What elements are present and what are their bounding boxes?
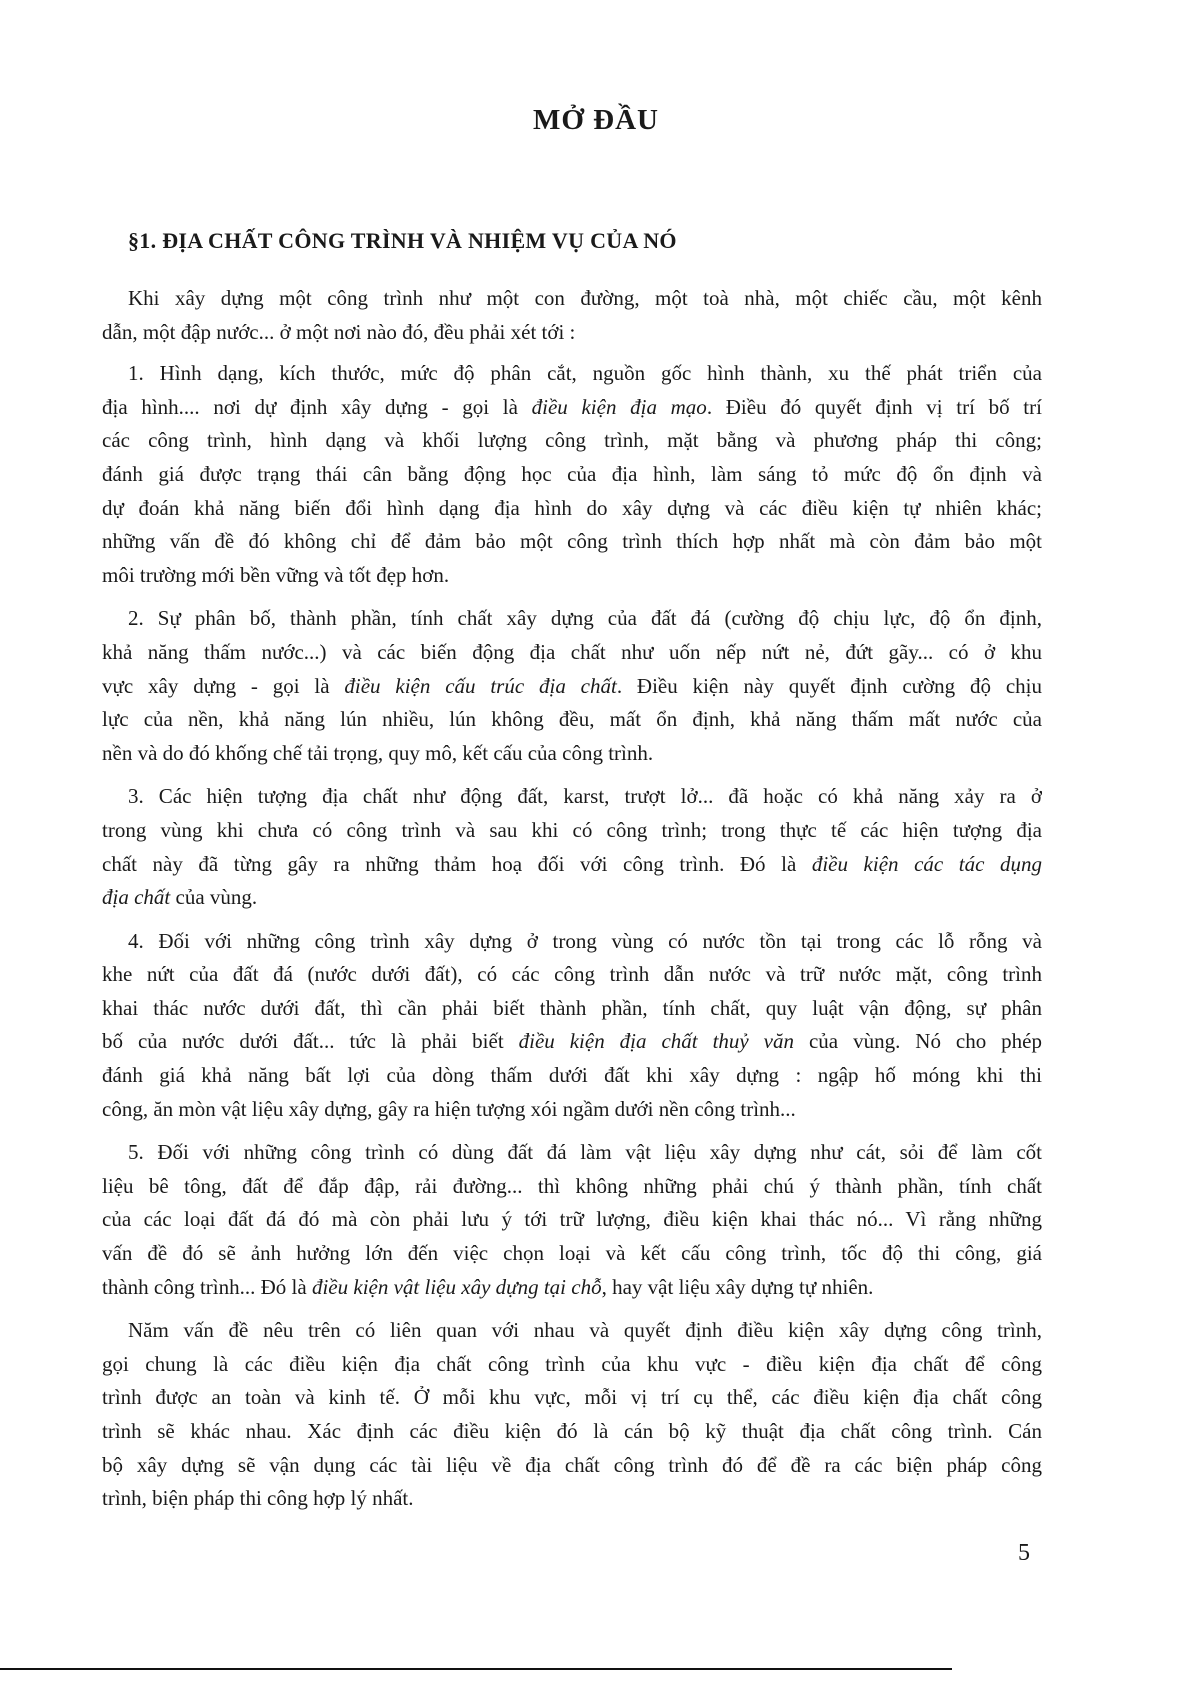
emphasis-term: địa chất (102, 885, 171, 910)
text-line: trình, biện pháp thi công hợp lý nhất. (102, 1486, 414, 1511)
text-line: của các loại đất đá đó mà còn phải lưu ý tới trữ lượng, điều kiện khai thác nó... Vì rằng những (102, 1207, 1042, 1232)
text-line: bố của nước dưới đất... tức là phải biết điều kiện địa chất thuỷ văn của vùng. Nó cho phép (102, 1029, 1042, 1054)
text-line: trình sẽ khác nhau. Xác định các điều kiện đó là cán bộ kỹ thuật địa chất công trình. Cán (102, 1419, 1042, 1443)
text-line: trình được an toàn và kinh tế. Ở mỗi khu vực, mỗi vị trí cụ thể, các điều kiện địa chất công (102, 1385, 1042, 1410)
text-line: khả năng thấm nước...) và các biến động địa chất như uốn nếp nứt nẻ, đứt gãy... có ở khu (102, 639, 1042, 664)
body-text (102, 282, 1042, 1516)
text-line: trong vùng khi chưa có công trình và sau khi có công trình; trong thực tế các hiện tượng địa (102, 817, 1042, 842)
footer-rule (0, 1668, 952, 1670)
text-line: những vấn đề đó không chỉ để đảm bảo một công trình thích hợp nhất mà còn đảm bảo một (102, 529, 1042, 554)
text-line: môi trường mới bền vững và tốt đẹp hơn. (102, 562, 450, 587)
text-line: Khi xây dựng một công trình như một con đường, một toà nhà, một chiếc cầu, một kênh (128, 286, 1042, 310)
section-heading: §1. ĐỊA CHẤT CÔNG TRÌNH VÀ NHIỆM VỤ CỦA NÓ (128, 228, 677, 253)
text-line: gọi chung là các điều kiện địa chất công trình của khu vực - điều kiện địa chất để công (102, 1351, 1042, 1376)
text-line: vấn đề đó sẽ ảnh hưởng lớn đến việc chọn loại và kết cấu công trình, tốc độ thi công, giá (102, 1241, 1042, 1266)
page-title: MỞ ĐẦU (532, 104, 659, 136)
paragraph-4 (102, 925, 1042, 1127)
text-line: đánh giá được trạng thái cân bằng động học của địa hình, làm sáng tỏ mức độ ổn định và (102, 461, 1042, 486)
emphasis-term: điều kiện các tác dụng (811, 851, 1042, 876)
text-line: đánh giá khả năng bất lợi của dòng thấm dưới đất khi xây dựng : ngập hố móng khi thi (102, 1063, 1042, 1088)
text-line: liệu bê tông, đất để đắp đập, rải đường... thì không những phải chú ý thành phần, tính chất (102, 1173, 1042, 1198)
paragraph-1 (102, 357, 1042, 592)
emphasis-term: điều kiện cấu trúc địa chất (344, 673, 617, 698)
text-line: khe nứt của đất đá (nước dưới đất), có các công trình dẫn nước và trữ nước mặt, công trình (102, 962, 1042, 987)
text-line: dẫn, một đập nước... ở một nơi nào đó, đều phải xét tới : (102, 319, 576, 344)
text-line: chất này đã từng gây ra những thảm hoạ đối với công trình. Đó là điều kiện các tác dụng (102, 851, 1042, 876)
text-line: các công trình, hình dạng và khối lượng công trình, mặt bằng và phương pháp thi công; (102, 428, 1042, 453)
paragraph-6 (102, 1314, 1042, 1516)
text-line: dự đoán khả năng biến đổi hình dạng địa hình do xây dựng và các điều kiện tự nhiên khác; (102, 495, 1042, 520)
emphasis-term: điều kiện địa mạo (531, 394, 707, 419)
intro-paragraph (102, 282, 1042, 349)
text-line: lực của nền, khả năng lún nhiều, lún không đều, mất ổn định, khả năng thấm mất nước của (102, 707, 1042, 732)
emphasis-term: điều kiện vật liệu xây dựng tại chỗ (311, 1274, 602, 1299)
paragraph-5 (102, 1136, 1042, 1304)
text-line: vực xây dựng - gọi là điều kiện cấu trúc địa chất. Điều kiện này quyết định cường độ chịu (102, 673, 1042, 698)
text-line: 1. Hình dạng, kích thước, mức độ phân cắt, nguồn gốc hình thành, xu thế phát triển của (128, 361, 1042, 386)
text-line: khai thác nước dưới đất, thì cần phải biết thành phần, tính chất, quy luật vận động, sự phân (102, 995, 1042, 1020)
paragraph-2 (102, 602, 1042, 770)
text-line: 2. Sự phân bố, thành phần, tính chất xây dựng của đất đá (cường độ chịu lực, độ ổn định, (128, 606, 1042, 631)
text-line: thành công trình... Đó là điều kiện vật liệu xây dựng tại chỗ, hay vật liệu xây dựng tự nhiên. (102, 1274, 874, 1299)
page-number: 5 (1018, 1540, 1030, 1566)
text-line: 5. Đối với những công trình có dùng đất đá làm vật liệu xây dựng như cát, sỏi để làm cốt (128, 1140, 1042, 1165)
text-line: công, ăn mòn vật liệu xây dựng, gây ra hiện tượng xói ngầm dưới nền công trình... (102, 1096, 796, 1121)
text-line: nền và do đó khống chế tải trọng, quy mô, kết cấu của công trình. (102, 740, 654, 765)
emphasis-term: điều kiện địa chất thuỷ văn (518, 1029, 795, 1054)
text-line: Năm vấn đề nêu trên có liên quan với nhau và quyết định điều kiện xây dựng công trình, (128, 1318, 1042, 1343)
text-line: địa hình.... nơi dự định xây dựng - gọi là điều kiện địa mạo. Điều đó quyết định vị trí bố trí (102, 394, 1042, 419)
paragraph-3 (102, 780, 1042, 914)
text-line: 4. Đối với những công trình xây dựng ở trong vùng có nước tồn tại trong các lỗ rỗng và (128, 928, 1042, 953)
text-line: bộ xây dựng sẽ vận dụng các tài liệu về địa chất công trình đó để đề ra các biện pháp công (102, 1452, 1042, 1477)
text-line: 3. Các hiện tượng địa chất như động đất, karst, trượt lở... đã hoặc có khả năng xảy ra ở (128, 784, 1042, 809)
text-line: địa chất của vùng. (102, 885, 258, 910)
